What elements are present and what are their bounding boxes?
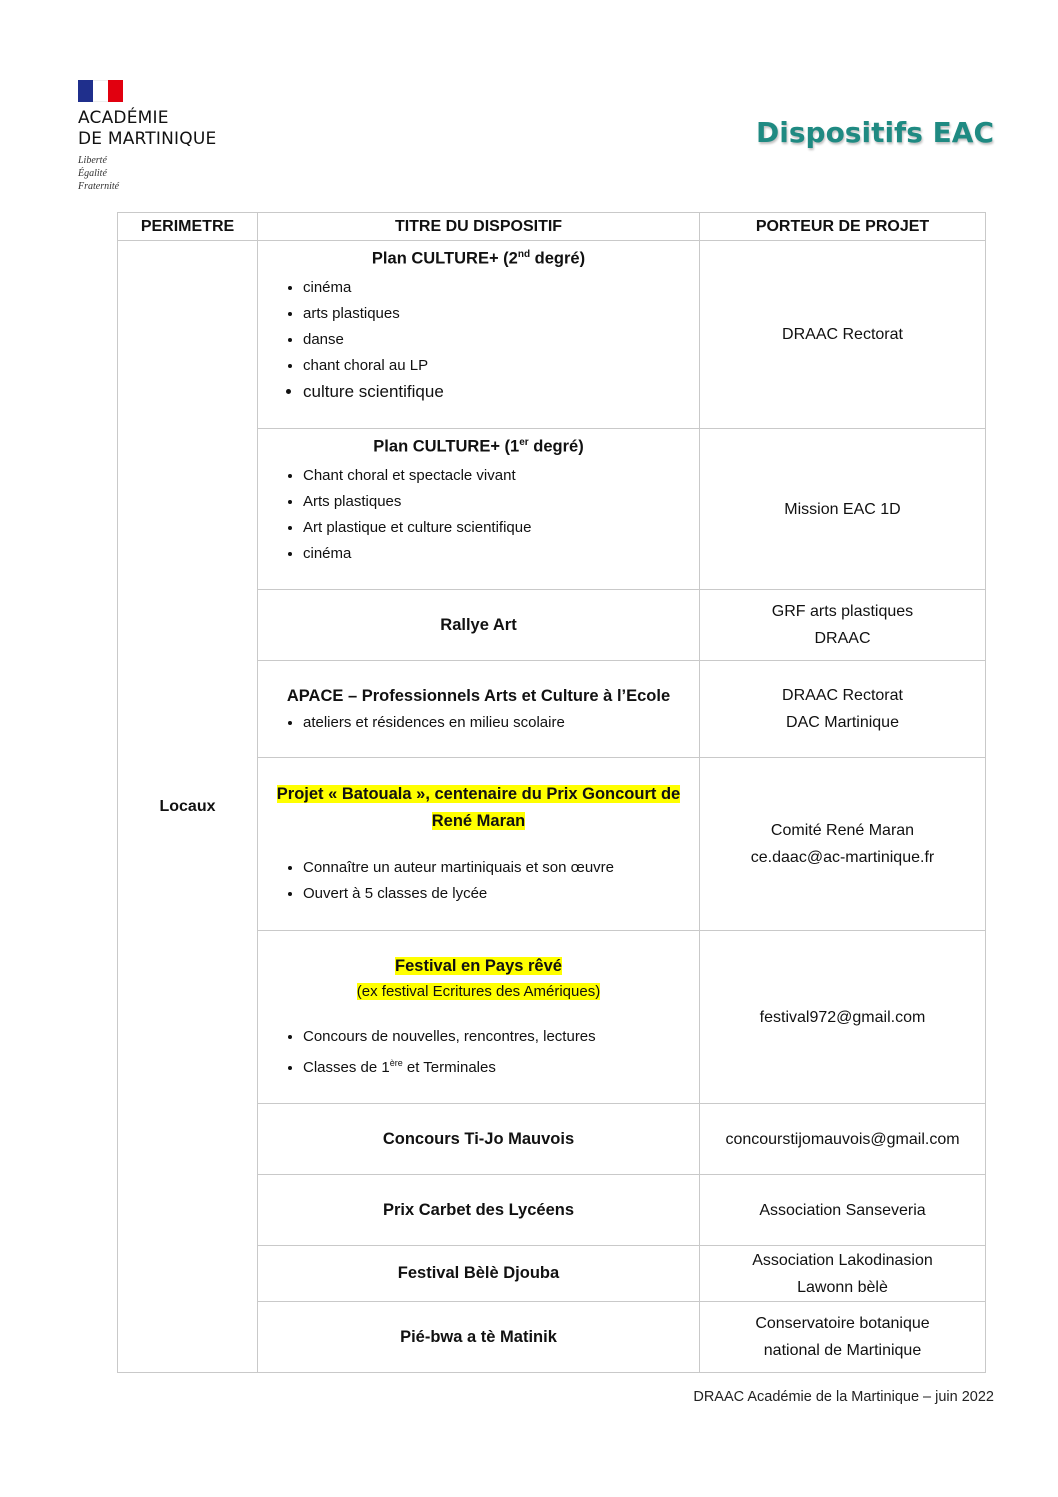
motto-egalite: Égalité [78, 168, 107, 179]
list-item: • Concours de nouvelles, rencontres, lectures [303, 1024, 699, 1050]
dispositif-title: Festival Bèlè Djouba [397, 1264, 560, 1282]
porteur-line: national de Martinique [763, 1342, 922, 1359]
list-item: • cinéma [303, 541, 699, 567]
logo-motto [78, 154, 238, 193]
dispositif-subtitle: (ex festival Ecritures des Amériques) [356, 983, 601, 1000]
table-header-row [118, 213, 986, 241]
table-row [118, 241, 986, 429]
porteur-line: Association Lakodinasion [752, 1251, 933, 1269]
dispositif-items [258, 1024, 699, 1081]
dispositif-title [258, 781, 699, 835]
titre-cell [258, 1246, 700, 1302]
list-item: • danse [303, 327, 699, 353]
dispositif-title: Plan CULTURE+ (2nd degré) [371, 249, 586, 268]
dispositif-items [258, 275, 699, 405]
porteur-cell [700, 590, 986, 661]
titre-cell [258, 1302, 700, 1373]
porteur-line: DRAAC [814, 630, 871, 647]
porteur-cell [700, 1104, 986, 1175]
titre-cell [258, 931, 700, 1104]
titre-cell [258, 661, 700, 758]
academie-logo [78, 80, 238, 193]
list-item: • chant choral au LP [303, 353, 699, 379]
highlighted-title-line2: René Maran [431, 812, 526, 830]
dispositif-title: Rallye Art [440, 615, 517, 634]
list-item: • ateliers et résidences en milieu scolaire [303, 710, 699, 736]
titre-cell [258, 429, 700, 590]
list-item: • Art plastique et culture scientifique [303, 515, 699, 541]
porteur-line: DRAAC Rectorat [782, 326, 903, 343]
porteur-line: DAC Martinique [786, 714, 899, 731]
titre-cell [258, 1104, 700, 1175]
titre-cell [258, 241, 700, 429]
list-item: • culture scientifique [303, 379, 699, 405]
header-perimetre: PERIMETRE [118, 213, 258, 241]
porteur-cell [700, 661, 986, 758]
motto-fraternite: Fraternité [78, 181, 120, 192]
porteur-line: GRF arts plastiques [771, 603, 914, 620]
porteur-line: Comité René Maran [770, 822, 915, 839]
dispositif-title: Prix Carbet des Lycéens [382, 1200, 575, 1219]
porteur-cell [700, 429, 986, 590]
porteur-cell [700, 1302, 986, 1373]
dispositif-title: Plan CULTURE+ (1er degré) [373, 437, 584, 456]
list-item: • cinéma [303, 275, 699, 301]
porteur-cell [700, 758, 986, 931]
dispositif-items [258, 710, 699, 736]
marianne-flag-icon [78, 80, 123, 102]
titre-cell [258, 1175, 700, 1246]
list-item: • Ouvert à 5 classes de lycée [303, 881, 699, 907]
list-item: • arts plastiques [303, 301, 699, 327]
porteur-email[interactable]: ce.daac@ac-martinique.fr [750, 849, 935, 866]
porteur-cell [700, 1246, 986, 1302]
logo-name-line2: DE MARTINIQUE [78, 129, 217, 149]
dispositifs-table [117, 212, 986, 1373]
dispositif-title [258, 953, 699, 980]
porteur-cell [700, 1175, 986, 1246]
header-titre: TITRE DU DISPOSITIF [258, 213, 700, 241]
list-item: • Chant choral et spectacle vivant [303, 463, 699, 489]
porteur-cell [700, 931, 986, 1104]
list-item: • Arts plastiques [303, 489, 699, 515]
list-item: • Connaître un auteur martiniquais et son œuvre [303, 855, 699, 881]
porteur-email[interactable]: concourstijomauvois@gmail.com [725, 1130, 960, 1148]
porteur-cell [700, 241, 986, 429]
document-title: Dispositifs EAC [756, 116, 994, 149]
porteur-line: Association Sanseveria [759, 1201, 926, 1219]
dispositif-title: Pié-bwa a tè Matinik [400, 1327, 557, 1346]
dispositif-title: APACE – Professionnels Arts et Culture à l’Ecole [286, 686, 671, 705]
dispositif-items [258, 855, 699, 907]
porteur-line: Lawonn bèlè [797, 1278, 888, 1296]
porteur-email[interactable]: festival972@gmail.com [759, 1008, 926, 1026]
dispositif-title: Concours Ti-Jo Mauvois [382, 1129, 575, 1148]
dispositif-items [258, 463, 699, 567]
highlighted-title: Festival en Pays rêvé [395, 957, 562, 975]
porteur-line: Conservatoire botanique [755, 1315, 930, 1332]
porteur-line: DRAAC Rectorat [782, 687, 903, 704]
titre-cell [258, 758, 700, 931]
porteur-line: Mission EAC 1D [784, 500, 901, 518]
logo-name-line1: ACADÉMIE [78, 108, 169, 128]
page-footer: DRAAC Académie de la Martinique – juin 2022 [693, 1389, 994, 1405]
highlighted-title-line1: Projet « Batouala », centenaire du Prix Goncourt de [276, 785, 681, 803]
list-item: • Classes de 1ère et Terminales [303, 1050, 699, 1081]
perimetre-cell: Locaux [118, 241, 258, 1373]
header-porteur: PORTEUR DE PROJET [700, 213, 986, 241]
titre-cell [258, 590, 700, 661]
motto-liberte: Liberté [78, 155, 107, 166]
